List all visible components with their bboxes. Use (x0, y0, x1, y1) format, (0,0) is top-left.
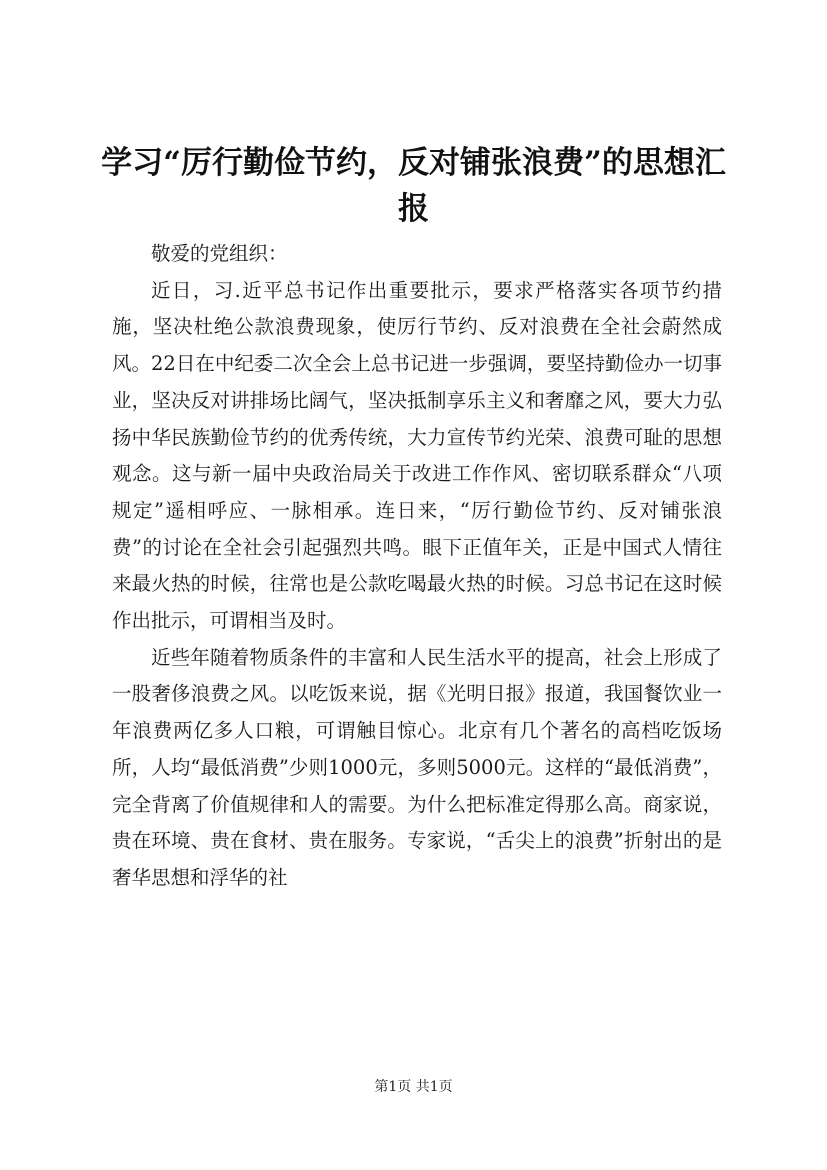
page-footer: 第1页 共1页 (374, 1079, 453, 1095)
document-title: 学习“厉行勤俭节约，反对铺张浪费”的思想汇报 (101, 145, 726, 227)
paragraph-1: 近日，习.近平总书记作出重要批示，要求严格落实各项节约措施，坚决杜绝公款浪费现象，使厉行节约、反对浪费在全社会蔚然成风。22日在中纪委二次全会上总书记进一步强调，要坚持勤俭办一切事业，坚决反对讲排场比阔气，坚决抵制享乐主义和奢靡之风，要大力弘扬中华民族勤俭节约的优秀传统，大力宣传节约光荣、浪费可耻的思想观念。这与新一届中央政治局关于改进工作作风、密切联系群众“八项规定”遥相呼应、一脉相承。连日来，“厉行勤俭节约、反对铺张浪费”的讨论在全社会引起强烈共鸣。眼下正值年关，正是中国式人情往来最火热的时候，往常也是公款吃喝最火热的时候。习总书记在这时候作出批示，可谓相当及时。 (112, 278, 722, 633)
salutation: 敬爱的党组织： (151, 242, 288, 265)
paragraph-2: 近些年随着物质条件的丰富和人民生活水平的提高，社会上形成了一股奢侈浪费之风。以吃饭来说，据《光明日报》报道，我国餐饮业一年浪费两亿多人口粮，可谓触目惊心。北京有几个著名的高档吃饭场所，人均“最低消费”少则1000元，多则5000元。这样的“最低消费”，完全背离了价值规律和人的需要。为什么把标准定得那么高。商家说，贵在环境、贵在食材、贵在服务。专家说，“舌尖上的浪费”折射出的是奢华思想和浮华的社 (112, 645, 722, 889)
document-body (112, 236, 722, 897)
